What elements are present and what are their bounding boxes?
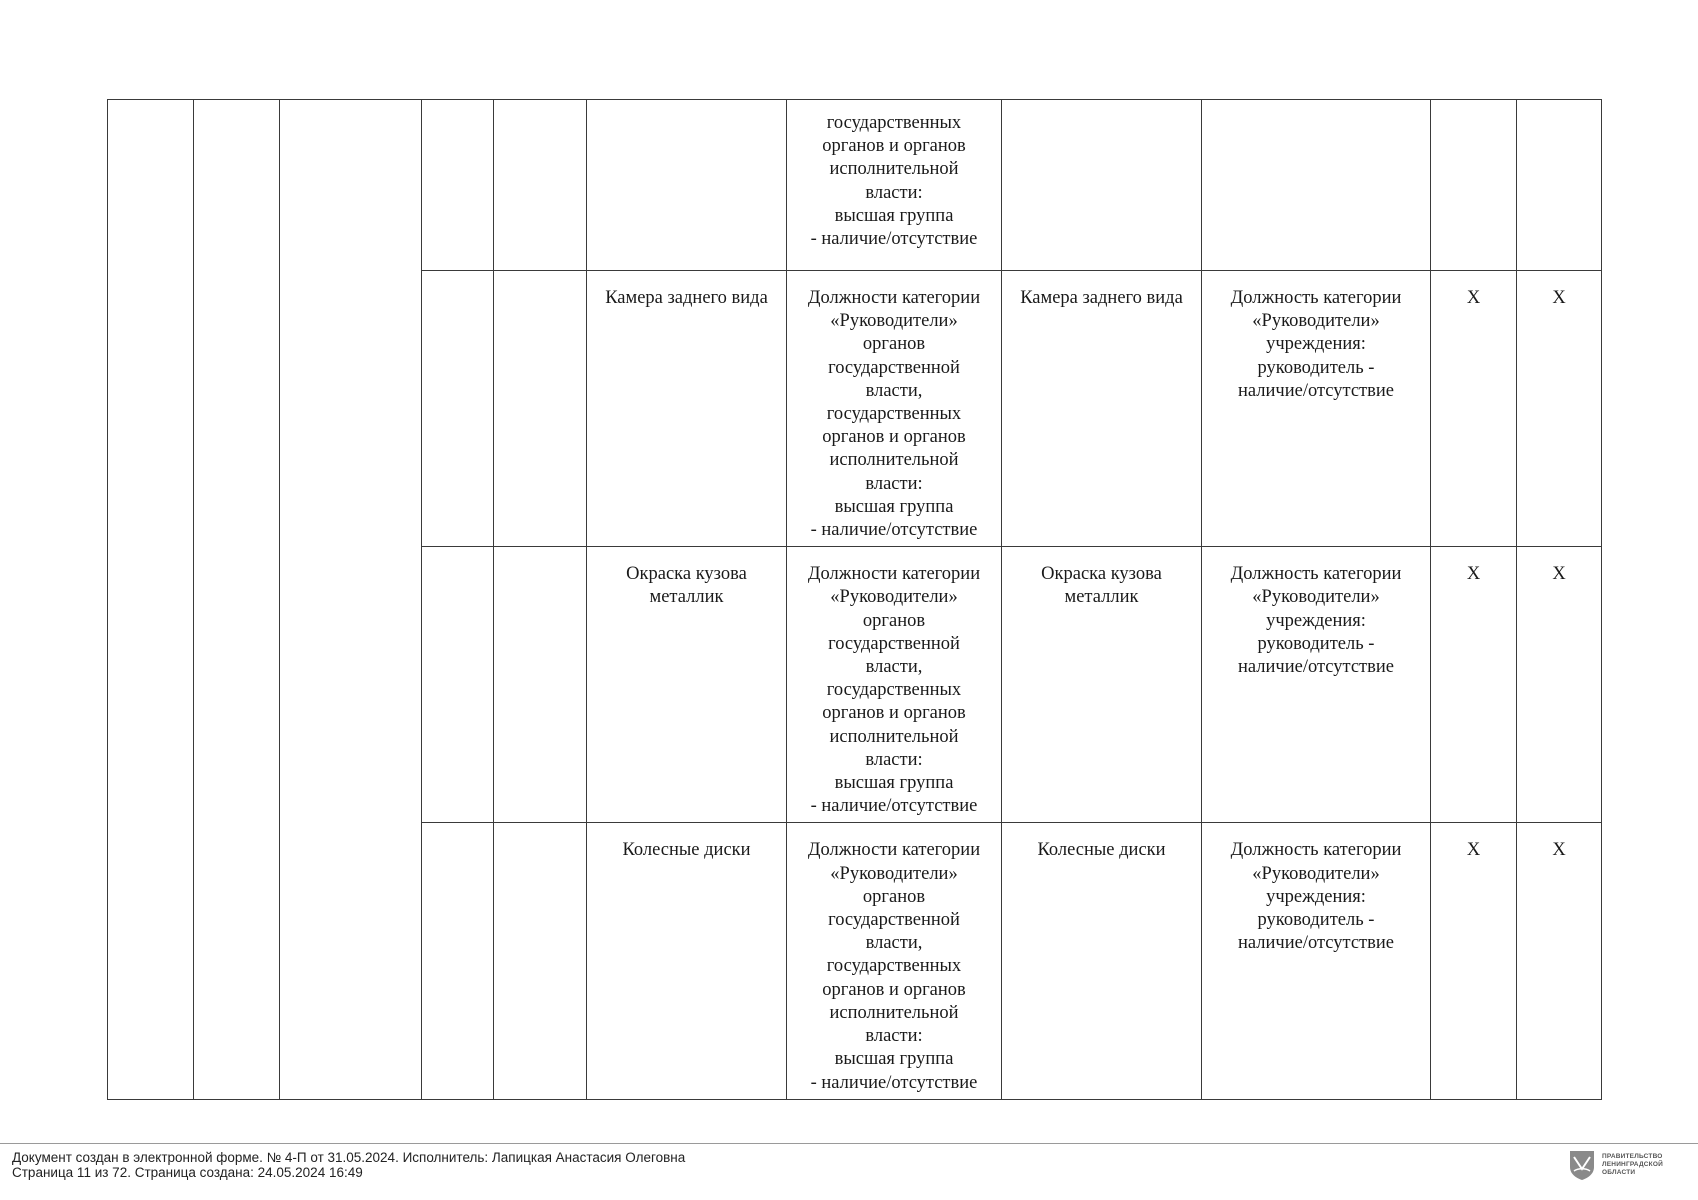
table-cell-empty bbox=[494, 271, 587, 547]
table-cell: Камера заднего вида bbox=[587, 271, 787, 547]
table-cell-empty bbox=[1517, 100, 1602, 271]
table-cell-empty bbox=[422, 823, 494, 1099]
footer-text bbox=[12, 1150, 685, 1180]
table-body bbox=[108, 100, 1602, 1100]
table-cell: Должность категории «Руководители» учреждения: руководитель - наличие/отсутствие bbox=[1202, 271, 1431, 547]
table-cell: Окраска кузова металлик bbox=[587, 547, 787, 823]
table-cell: государственных органов и органов исполнительной власти: высшая группа - наличие/отсутствие bbox=[787, 100, 1002, 271]
table-cell-empty bbox=[494, 100, 587, 271]
table-cell: X bbox=[1431, 547, 1517, 823]
government-logo bbox=[1568, 1149, 1683, 1181]
table-cell-empty bbox=[1002, 100, 1202, 271]
table-cell-empty bbox=[422, 547, 494, 823]
table-cell-empty bbox=[422, 271, 494, 547]
table-cell: X bbox=[1431, 271, 1517, 547]
footer-document-line: Документ создан в электронной форме. № 4-П от 31.05.2024. Исполнитель: Лапицкая Анастасия Олеговна bbox=[12, 1150, 686, 1165]
table-cell-empty bbox=[280, 100, 422, 1100]
table-cell-empty bbox=[494, 547, 587, 823]
table-cell: Окраска кузова металлик bbox=[1002, 547, 1202, 823]
table-cell: X bbox=[1517, 823, 1602, 1099]
leningrad-region-emblem-icon bbox=[1568, 1149, 1596, 1181]
table-cell-empty bbox=[1431, 100, 1517, 271]
table-cell: X bbox=[1517, 547, 1602, 823]
logo-lettering: ПРАВИТЕЛЬСТВО ЛЕНИНГРАДСКОЙ ОБЛАСТИ bbox=[1602, 1153, 1663, 1176]
table-cell: Камера заднего вида bbox=[1002, 271, 1202, 547]
footer-page-line: Страница 11 из 72. Страница создана: 24.05.2024 16:49 bbox=[12, 1165, 363, 1180]
table-cell-empty bbox=[108, 100, 194, 1100]
table-cell: Должность категории «Руководители» учреждения: руководитель - наличие/отсутствие bbox=[1202, 547, 1431, 823]
table-cell-empty bbox=[194, 100, 280, 1100]
table-cell: Колесные диски bbox=[1002, 823, 1202, 1099]
footer-divider bbox=[0, 1143, 1698, 1144]
table-cell: X bbox=[1517, 271, 1602, 547]
table-cell: Должности категории «Руководители» органов государственной власти, государственных органов и органов исполнительной власти: высшая группа - наличие/отсутствие bbox=[787, 823, 1002, 1099]
table-cell: Должности категории «Руководители» органов государственной власти, государственных органов и органов исполнительной власти: высшая группа - наличие/отсутствие bbox=[787, 271, 1002, 547]
document-table bbox=[107, 99, 1602, 1100]
table-cell-empty bbox=[494, 823, 587, 1099]
table-cell: Колесные диски bbox=[587, 823, 787, 1099]
table-row bbox=[108, 100, 1602, 271]
table-cell: Должность категории «Руководители» учреждения: руководитель - наличие/отсутствие bbox=[1202, 823, 1431, 1099]
table-cell: X bbox=[1431, 823, 1517, 1099]
table-cell: Должности категории «Руководители» органов государственной власти, государственных органов и органов исполнительной власти: высшая группа - наличие/отсутствие bbox=[787, 547, 1002, 823]
table-cell-empty bbox=[422, 100, 494, 271]
table-cell-empty bbox=[1202, 100, 1431, 271]
table-cell-empty bbox=[587, 100, 787, 271]
